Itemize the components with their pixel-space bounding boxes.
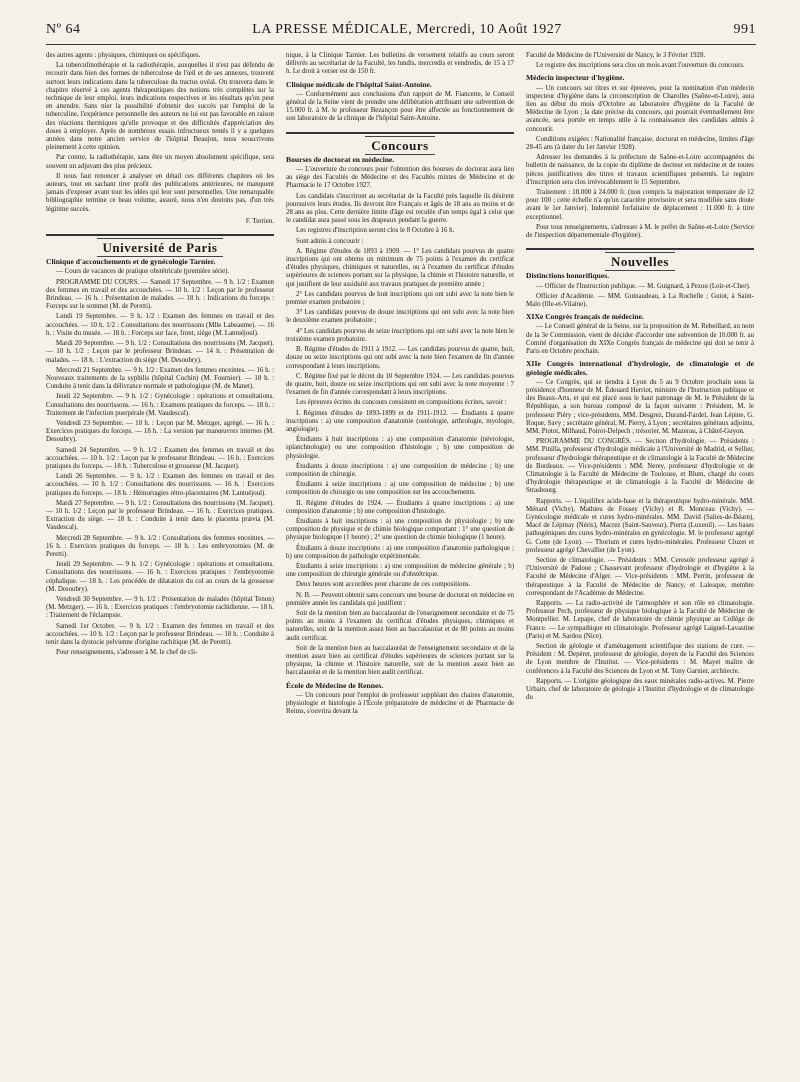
column-2 (286, 52, 514, 718)
column-3 (526, 52, 754, 704)
section-title-universite: Université de Paris (46, 244, 274, 252)
paragraph: Vendredi 23 Septembre. — 10 h. : Leçon par M. Metzger, agrégé. — 16 h. : Exercices pratiques du forceps. — 18 h. : La version par manœuvres internes (M. Desoubry). (46, 419, 274, 444)
paragraph: Adresser les demandes à la préfecture de Saône-et-Loire accompagnées du bulletin de naissance, de la copie du diplôme de docteur en médecine et de toutes pièces justificatives des titres et travaux scientifiques présentés. Le registre d'inscription sera clos irrévocablement le 15 Septembre. (526, 154, 754, 186)
paragraph: — Un concours pour l'emploi de professeur suppléant des chaires d'anatomie, physiologie et histologie à l'École préparatoire de médecine et de Pharmacie de Reims, s'ouvrira devant la (286, 691, 514, 716)
paragraph: Étudiants à seize inscriptions : a) une composition de médecine ; b) une composition de chirurgie ou une composition sur les accouchements. (286, 481, 514, 497)
paragraph: Par contre, la radiothérapie, sans être un moyen absolument spécifique, sera souvent un adjuvant des plus précieux. (46, 154, 274, 170)
paragraph: Deux heures sont accordées pour chacune de ces compositions. (296, 581, 471, 589)
journal-title: LA PRESSE MÉDICALE, Mercredi, 10 Août 1927 (252, 22, 562, 37)
paragraph: Mercredi 21 Septembre. — 9 h. 1/2 : Examen des femmes enceintes. — 16 h. : Nouveaux traitements de la syphilis (hôpital Cochin) (M. Fournier). — 18 h. : Conduite à tenir dans la délivrance normale et pathologique (M. de Manet). (46, 366, 274, 391)
author-signature: F. Terrien. (245, 217, 274, 225)
paragraph: — Un concours sur titres et sur épreuves, pour la nomination d'un médecin inspecteur d'hygiène dans la circonscription de Charolles (Saône-et-Loire), aura lieu au début du mois d'Octobre au laboratoire d'hygiène de la Faculté de Médecine de Lyon ; la date précise du concours, qui pourrait éventuellement être avancée, sera portée en temps utile à la connaissance des candidats admis à concourir. (526, 84, 754, 133)
paragraph: I. Régimes d'études de 1893-1899 et de 1911-1912. — Étudiants à quatre inscriptions : a) une composition d'anatomie (ostéologie, arthrologie, myologie, angiologie). (286, 409, 514, 433)
section-title-concours: Concours (286, 142, 514, 150)
article-title: Médecin inspecteur d'hygiène. (526, 73, 625, 83)
paragraph: Mardi 20 Septembre. — 9 h. 1/2 : Consultations des nourrissons (M. Jacquet). — 10 h. 1/2 : Leçon par le professeur Brindeau. — 14 h. : Présentation de malades. — 18 h. : L'extraction du siège (M. Desoubry). (46, 340, 274, 364)
paragraph: II. Régime d'études de 1924. — Étudiants à quatre inscriptions : a) une composition d'anatomie ; b) une composition d'histologie. (286, 499, 514, 515)
paragraph: Étudiants à huit inscriptions : a) une composition d'anatomie (névrologie, splanchnologie) ou une composition d'histologie ; b) une composition de physiologie. (286, 436, 514, 460)
paragraph: Rapports. — L'origine géologique des eaux minérales radio-actives. M. Pierre Urbain, chef de laboratoire de géologie à l'Institut d'hydrologie et de climatologie du (526, 677, 754, 702)
paragraph: Il nous faut renoncer à analyser en détail ces différents chapitres où les auteurs, tout en sachant tirer profit des publications antérieures, ne manquent jamais d'exposer avant tout les idées qui leur sont personnelles. Une remarquable bibliographie termine ce beau volume, assuré, nous n'en doutons pas, d'un très légitime succès. (46, 172, 274, 213)
paragraph: Rapports. — La radio-activité de l'atmosphère et son rôle en climatologie. Professeur Pech, professeur de physique biologique à la Faculté de Médecine de Montpellier. M. Lepape, chef de laboratoire de chimie physique au Collège de France. — Le sympathique en climatologie. Professeur agrégé Laignel-Lavastine (Paris) et M. Sardou (Nice). (526, 599, 754, 640)
article-title: Clinique médicale de l'hôpital Saint-Antoine. (286, 79, 432, 89)
paragraph: Samedi 1er Octobre. — 9 h. 1/2 : Examen des femmes en travail et des accouchées. — 10 h. 1/2 : Leçon par le professeur Brindeau. — 18 h. : Conduite à tenir dans la dystocie pelvienne d'origine rachitique (M. de Peretti). (46, 622, 274, 646)
paragraph: Étudiants à douze inscriptions : a) une composition d'anatomie pathologique ; b) une composition de pathologie expérimentale. (286, 544, 514, 560)
paragraph: — Officier de l'Instruction publique. — M. Guignard, à Pezou (Loir-et-Cher). (536, 282, 751, 290)
paragraph: Pour renseignements, s'adresser à M. le chef de cli- (56, 649, 198, 657)
paragraph: N. B. — Peuvent obtenir sans concours une bourse de doctorat en médecine en première année les candidats qui justifient : (286, 591, 514, 607)
paragraph: Conditions exigées : Nationalité française, doctorat en médecine, limites d'âge 28-45 ans (à dater du 1er Janvier 1928). (526, 135, 754, 152)
section-divider (46, 234, 274, 236)
paragraph: — Le Conseil général de la Seine, sur la proposition de M. Rebeillard, au nom de la 3e Commission, vient de décider d'accorder une subvention de 10.000 fr. au Comité d'organisation du XIXe Congrès français de médecine qui doit se tenir à Paris en Octobre prochain. (526, 323, 754, 356)
paragraph: La tuberculinothérapie et la radiothérapie, auxquelles il n'est pas défendu de recourir dans bien des formes de tuberculose de l'œil et de ses annexes, trouvent surtout leurs indications dans la tuberculose du tractus uvéal. On trouvera dans le chapitre réservé à ces agents thérapeutiques des notions très complètes sur la technique de leur emploi, leurs indications respectives et les résultats qu'on peut en attendre. Sans nier la possibilité d'obtenir des succès par l'emploi de la tuberculine, l'expérience personnelle des auteurs ne lui est pas favorable en raison des réactions thermiques qu'elle provoque et des difficultés d'appréciation des doses à employer. Après de nombreux essais infructueux tentés il y a quelques années dans notre ancien service de l'hôpital Beaujon, nous souscrivons pleinement à cette opinion. (46, 62, 274, 152)
paragraph: nique, à la Clinique Tarnier. Les bulletins de versement relatifs au cours seront délivrés au secrétariat de la Faculté, les lundis, mercredis et vendredis, de 15 à 17 h. Le droit à verser est de 150 fr. (286, 52, 514, 76)
paragraph: Les épreuves écrites du concours consistent en compositions écrites, savoir : (296, 399, 507, 407)
paragraph: Lundi 19 Septembre. — 9 h. 1/2 : Examen des femmes en travail et des accouchées. — 10 h. 1/2 : Consultations des nourrissons (Mlle Labeaume). — 16 h. : Visite du musée. — 18 h. : Forceps sur face, front, siège (M. Lantuéjoul). (46, 313, 274, 337)
article-title: École de Médecine de Rennes. (286, 680, 384, 690)
page-number: 991 (733, 22, 756, 37)
section-divider (286, 132, 514, 134)
paragraph: 3° Les candidats pourvus de douze inscriptions qui ont subi avec la note bien le deuxième examen probatoire ; (286, 309, 514, 325)
paragraph: Jeudi 29 Septembre. — 9 h. 1/2 : Gynécologie : opérations et consultations. Consultations des nourrissons. — 16 h. : Exercices pratiques : l'embryotomie céphalique. — 18 h. : Les procédés de dilatation du col au cours de la grossesse (M. Desoubry). (46, 561, 274, 593)
article-title: XIIe Congrès international d'hydrologie, de climatologie et de géologie médicales. (526, 359, 754, 377)
paragraph: PROGRAMME DU COURS. — Samedi 17 Septembre. — 9 h. 1/2 : Examen des femmes en travail et des accouchées. — 10 h. 1/2 : Leçon par le professeur Brindeau. — 16 h. : Présentation de malades. — 18 h. : Indications du forceps : Forceps sur le sommet (M. de Peretti). (46, 278, 274, 311)
paragraph: des autres agents : physiques, chimiques ou spécifiques. (46, 52, 201, 59)
paragraph: — L'ouverture du concours pour l'obtention des bourses de doctorat aura lieu au siège des Facultés de Médecine et des Facultés mixtes de Médecine et de Pharmacie le 17 Octobre 1927. (286, 166, 514, 190)
column-1 (46, 52, 274, 659)
paragraph: Jeudi 22 Septembre. — 9 h. 1/2 : Gynécologie : opérations et consultations. Consultations des nourrissons. — 16 h. : Examens pratiques du forceps. — 18 h. : Traitement de l'infection puerpérale (M. Vaudescal). (46, 393, 274, 417)
paragraph: PROGRAMME DU CONGRÈS. — Section d'hydrologie. — Présidents : MM. Pinilla, professeur d'hydrologie médicale à l'Université de Madrid, et Sellier, professeur d'hydrologie thérapeutique et de climatologie à la Faculté de Médecine de Bordeaux. — Vice-présidents : MM. Nerey, professeur d'hydrologie et de Climatologie à la Faculté de Médecine de Toulouse, et Blum, chargé du cours d'hydrologie thérapeutique et de climatologie à la Faculté de Médecine de Strasbourg. (526, 438, 754, 495)
paragraph: Les registres d'inscription seront clos le 8 Octobre à 16 h. (296, 227, 455, 235)
paragraph: Le registre des inscriptions sera clos un mois avant l'ouverture du concours. (536, 62, 745, 70)
paragraph: Rapports. — L'équilibre acide-base et la thérapeutique hydro-minérale. MM. Ménard (Vichy), Mathieu de Fossey (Vichy) et R. Monceau (Vichy). — Gynécologie médicale et cures hydro-minérales. MM. David (Salies-de-Béarn), Macé de Lépinay (Néris), Macrez (Saint-Sauveur), Pierra (Luxeuil). — Les bases pathogéniques des cures hydro-minérales en gynécologie. M. le professeur agrégé G. Cotte (de Lyon). — Thorium et cures hydro-minérales. Professeur Cluzet et professeur agrégé Chevallier (de Lyon). (526, 497, 754, 554)
article-title: Distinctions honorifiques. (526, 271, 610, 281)
paragraph: Soit de la mention bien au baccalauréat de l'enseignement secondaire et de 75 points au moins à l'examen du certificat d'études physiques, chimiques et naturelles, soit de la mention assez bien au baccalauréat et de 80 points au moins audit certificat. (286, 609, 514, 642)
paragraph: Section de géologie et d'aménagement scientifique des stations de cure. — Président : M. Depéret, professeur de géologie, doyen de la Faculté des Sciences de Lyon membre de l'Institut. — Vice-présidents : M. Mayet maître de conférences à la Faculté des Sciences de Lyon et M. Tony Garnier, architecte. (526, 643, 754, 675)
header-rule (46, 44, 756, 45)
paragraph: — Ce Congrès, qui se tiendra à Lyon du 5 au 9 Octobre prochain sous la présidence d'honneur de M. Édouard Herriot, ministre de l'Instruction publique et des Beaux-Arts, et qui est placé sous le haut patronage de M. le Président de la République, a son bureau composé de la façon suivante : Président, M. le professeur Piéry ; vice-présidents, MM. Desgrez, Durand-Fardel, Jean Lépine, G. Roque, Savy ; secrétaire général, M. Pierry, à Lyon ; secrétaires généraux adjoints, MM. Piotot, Milhaud, Poirot-Delpech ; trésorier, M. Mazerau, à Châtel-Guyon. (526, 378, 754, 435)
paragraph: Faculté de Médecine de l'Université de Nancy, le 3 Février 1928. (526, 52, 706, 59)
issue-number: Nº 64 (46, 22, 81, 37)
paragraph: Les candidats s'inscriront au secrétariat de la Faculté près laquelle ils désirent poursuivre leurs études. Ils devront être Français et âgés de 18 ans au moins et de 28 ans au plus. Cette dernière limite d'âge est reculée d'un temps égal à celui que le candidat aura passé sous les drapeaux pendant la guerre. (286, 192, 514, 225)
section-title-nouvelles: Nouvelles (526, 258, 754, 266)
paragraph: Section de climatologie. — Présidents : MM. Ceresole professeur agrégé à l'Université de Padoue ; Chassevant professeur d'hydrologie et d'hygiène à la Faculté de Médecine d'Alger. — Vice-présidents : MM. Perrin, professeur de thérapeutique à la Faculté de Médecine de Nancy, et Lalesque, membre correspondant de l'Académie de Médecine. (526, 556, 754, 597)
paragraph: Mardi 27 Septembre. — 9 h. 1/2 : Consultations des nourrissons (M. Jacquet). — 10 h. 1/2 : Leçon par le professeur Brindeau. — 16 h. : Exercices pratiques. Extraction du siège. — 18 h. : Conduite à tenir dans le placenta prævia (M. Vaudescal). (46, 499, 274, 532)
paragraph: 4° Les candidats pourvus de seize inscriptions qui ont subi avec la note bien le troisième examen probatoire. (286, 327, 514, 343)
paragraph: B. Régime d'études de 1911 à 1912. — Les candidats pourvus de quatre, huit, douze ou seize inscriptions qui ont subi avec la note bien l'examen de fin d'année correspondant à leurs inscriptions. (286, 346, 514, 370)
paragraph: — Cours de vacances de pratique obstétricale (première série). (56, 268, 230, 276)
paragraph: Officier d'Académie. — MM. Guinaudeau, à La Rochelle ; Guiot, à Saint-Malo (Ille-et-Vilaine). (526, 292, 754, 309)
paragraph: Soit de la mention bien au baccalauréat de l'enseignement secondaire et de la mention assez bien au certificat d'études supérieures de sciences portant sur la physique, la chimie et l'histoire naturelle, soit de la mention assez bien au baccalauréat et de la mention bien audit certificat. (286, 644, 514, 677)
paragraph: Étudiants à huit inscriptions : a) une composition de physiologie ; b) une composition de physique et de chimie biologique comportant : 1° une question de physique biologique (1 heure) ; 2° une question de chimie biologique (1 heure). (286, 517, 514, 542)
paragraph: C. Régime fixé par le décret du 10 Septembre 1924. — Les candidats pourvus de quatre, huit, douze ou seize inscriptions qui ont subi avec la note moyenne : 7 l'examen de fin d'année correspondant à leurs inscriptions. (286, 372, 514, 397)
paragraph: Étudiants à douze inscriptions : a) une composition de médecine ; b) une composition de chirurgie. (286, 462, 514, 478)
paragraph: Traitement : 18.000 à 24.000 fr. (non compris la majoration temporaire de 12 pour 100 ; cette échelle n'a qu'un caractère provisoire et sera modifiée sans doute avant le 1er Janvier). Indemnité forfaitaire de déplacement : 11.000 fr. à titre exceptionnel. (526, 189, 754, 221)
paragraph: Lundi 26 Septembre. — 9 h. 1/2 : Examen des femmes en travail et des accouchées. — 10 h. 1/2 : Consultations des nourrissons. — 16 h. : Exercices pratiques du forceps. — 18 h. : Hémorragies rétro-placentaires (M. Lantuéjoul). (46, 473, 274, 497)
paragraph: Sont admis à concourir : (296, 237, 364, 245)
paragraph: Étudiants à seize inscriptions : a) une composition de médecine générale ; b) une composition de chirurgie générale ou d'obstétrique. (286, 562, 514, 579)
paragraph: Mercredi 28 Septembre. — 9 h. 1/2 : Consultations des femmes enceintes. — 16 h. : Exercices pratiques du forceps. — 18 h. : Les embryotomies (M. de Peretti). (46, 534, 274, 558)
paragraph: Samedi 24 Septembre. — 9 h. 1/2 : Examen des femmes en travail et des accouchées. — 10 h. 1/2 : Leçon par le professeur Brindeau. — 16 h. : Exercices pratiques du forceps. — 18 h. : Tuberculose et grossesse (M. Jacquet). (46, 446, 274, 470)
paragraph: 2° Les candidats pourvus de huit inscriptions qui ont subi avec la note bien le premier examen probatoire ; (286, 290, 514, 307)
article-title: XIXe Congrès français de médecine. (526, 312, 644, 322)
article-title: Bourses de doctorat en médecine. (286, 154, 395, 164)
article-title: Clinique d'accouchements et de gynécologie Tarnier. (46, 257, 216, 267)
paragraph: — Conformément aux conclusions d'un rapport de M. Fiancette, le Conseil général de la Seine vient de prendre une délibération attribuant une subvention de 15.000 fr. à M. le professeur Bezançon pour être affectée au fonctionnement de son laboratoire de la clinique de l'hôpital Saint-Antoine. (286, 90, 514, 123)
paragraph: Vendredi 30 Septembre. — 9 h. 1/2 : Présentation de malades (hôpital Tenon) (M. Metzger). — 16 h. : Exercices pratiques : l'embryotomie rachidienne. — 18 h. : Traitement de l'éclampsie. (46, 595, 274, 620)
paragraph: Pour tous renseignements, s'adresser à M. le préfet de Saône-et-Loire (Service de l'inspection départementale d'hygiène). (526, 223, 754, 240)
section-divider (526, 248, 754, 250)
page-header (46, 22, 756, 42)
paragraph: A. Régime d'études de 1893 à 1909. — 1° Les candidats pourvus de quatre inscriptions qui ont obtenu un minimum de 75 points à l'examen du certificat d'études physiques, chimiques et naturelles, ou à l'examen du certificat d'études supérieures de sciences portant sur la physique, la chimie et l'histoire naturelle, et qui justifient de leur assiduité aux travaux pratiques de première année ; (286, 247, 514, 288)
